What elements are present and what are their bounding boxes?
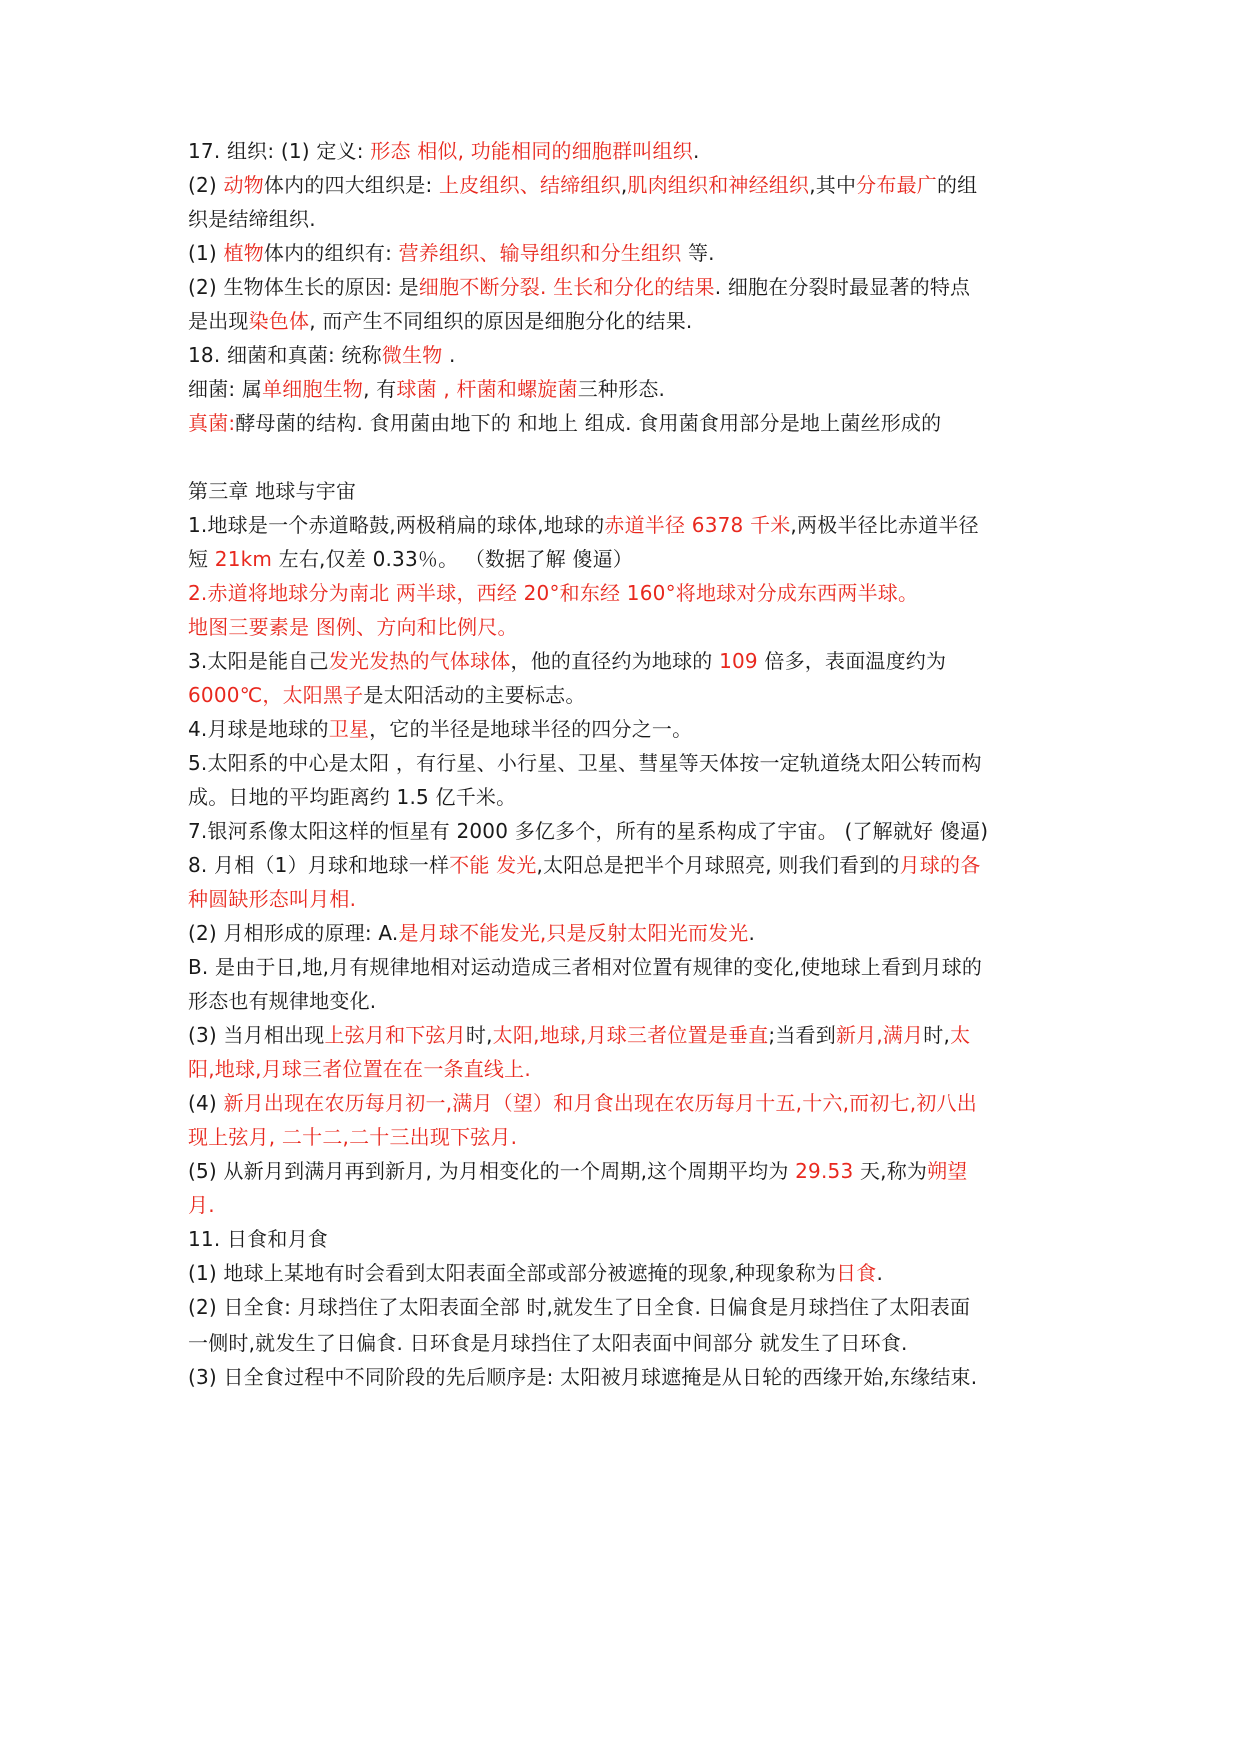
text-run: (2) 日全食: 月球挡住了太阳表面全部 时,就发生了日全食. 日偏食是月球挡住了太阳表面 xyxy=(188,1295,971,1319)
text-line xyxy=(188,614,518,640)
text-line xyxy=(188,1056,531,1082)
text-line xyxy=(188,886,356,912)
text-line xyxy=(188,1124,517,1150)
highlighted-text: 形态 相似, 功能相同的细胞群叫组织 xyxy=(370,139,693,163)
text-run: 17. 组织: (1) 定义: xyxy=(188,139,371,163)
text-line xyxy=(188,648,946,674)
text-line xyxy=(188,784,516,810)
highlighted-text: 阳,地球,月球三者位置在在一条直线上. xyxy=(188,1057,531,1081)
highlighted-text: 肌肉组织和神经组织 xyxy=(627,173,810,197)
text-run: 织是结缔组织. xyxy=(188,207,316,231)
text-run: ;当看到 xyxy=(768,1023,836,1047)
text-line xyxy=(188,240,715,266)
text-run: . xyxy=(748,921,756,945)
text-line xyxy=(188,1192,215,1218)
text-line xyxy=(188,376,665,402)
text-run: 是出现 xyxy=(188,309,249,333)
text-line xyxy=(188,410,941,436)
text-run: 倍多，表面温度约为 xyxy=(757,649,947,673)
highlighted-text: 地图三要素是 图例、方向和比例尺。 xyxy=(188,615,518,639)
text-run: 天,称为 xyxy=(853,1159,928,1183)
text-line xyxy=(188,954,982,980)
text-line xyxy=(188,682,586,708)
text-line xyxy=(188,308,693,334)
highlighted-text: 球菌 , 杆菌和螺旋菌 xyxy=(396,377,578,401)
highlighted-text: 109 xyxy=(719,649,758,673)
text-run: ，它的半径是地球半径的四分之一。 xyxy=(369,717,693,741)
text-line xyxy=(188,274,970,300)
text-line xyxy=(188,478,356,504)
text-line xyxy=(188,1330,908,1356)
highlighted-text: 种圆缺形态叫月相. xyxy=(188,887,357,911)
text-run: 形态也有规律地变化. xyxy=(188,989,377,1013)
highlighted-text: 2. xyxy=(188,581,208,605)
text-run: 时, xyxy=(923,1023,951,1047)
highlighted-text: 不能 发光 xyxy=(449,853,537,877)
text-run: 短 xyxy=(188,547,215,571)
highlighted-text: 上弦月和下弦月 xyxy=(324,1023,466,1047)
text-run: . 细胞在分裂时最显著的特点 xyxy=(714,275,971,299)
text-run: , 而产生不同组织的原因是细胞分化的结果. xyxy=(309,309,693,333)
text-run: 成。日地的平均距离约 1.5 亿千米。 xyxy=(188,785,517,809)
highlighted-text: 微生物 xyxy=(381,343,443,367)
text-run: 是太阳活动的主要标志。 xyxy=(363,683,586,707)
highlighted-text: ， xyxy=(262,683,283,707)
highlighted-text: 上皮组织、结缔组织 xyxy=(439,173,621,197)
text-line xyxy=(188,1090,977,1116)
highlighted-text: 21km xyxy=(214,547,273,571)
highlighted-text: 细胞不断分裂. 生长和分化的结果 xyxy=(418,275,715,299)
highlighted-text: 赤道半径 6378 千米 xyxy=(604,513,791,537)
text-run: 18. 细菌和真菌: 统称 xyxy=(188,343,382,367)
text-run: 的组 xyxy=(936,173,978,197)
text-run: (3) 当月相出现 xyxy=(188,1023,325,1047)
text-line xyxy=(188,920,755,946)
text-run: 8. 月相（1）月球和地球一样 xyxy=(188,853,450,877)
text-run: 11. 日食和月食 xyxy=(188,1227,328,1251)
text-line xyxy=(188,818,988,844)
text-line xyxy=(188,750,982,776)
highlighted-text: 分布最广 xyxy=(856,173,937,197)
highlighted-text: 真菌: xyxy=(188,411,236,435)
highlighted-text: 日食 xyxy=(836,1261,877,1285)
text-line xyxy=(188,342,456,368)
highlighted-text: 太 xyxy=(950,1023,971,1047)
highlighted-text: 卫星 xyxy=(328,717,370,741)
text-run: (3) 日全食过程中不同阶段的先后顺序是: 太阳被月球遮掩是从日轮的西缘开始,东缘结束. xyxy=(188,1365,978,1389)
text-run: ,两极半径比赤道半径 xyxy=(790,513,979,537)
text-run: (4) xyxy=(188,1091,224,1115)
text-line xyxy=(188,172,977,198)
text-run: (2) 月相形成的原理: A. xyxy=(188,921,399,945)
text-run: 第三章 地球与宇宙 xyxy=(188,479,357,503)
text-run: 体内的组织有: xyxy=(263,241,399,265)
text-line xyxy=(188,546,633,572)
highlighted-text: 月. xyxy=(188,1193,215,1217)
text-line xyxy=(188,1226,328,1252)
text-line xyxy=(188,1364,977,1390)
text-run: 1.地球是一个赤道略鼓,两极稍扁的球体,地球的 xyxy=(188,513,605,537)
highlighted-text: 发光发热的气体球体 xyxy=(328,649,511,673)
text-run: . xyxy=(876,1261,884,1285)
highlighted-text: 新月出现在农历每月初一,满月（望）和月食出现在农历每月十五,十六,而初七,初八出 xyxy=(223,1091,977,1115)
text-run: . xyxy=(692,139,700,163)
text-run: ,太阳总是把半个月球照亮, 则我们看到的 xyxy=(536,853,900,877)
text-line xyxy=(188,1260,883,1286)
highlighted-text: 29.53 xyxy=(795,1159,854,1183)
text-run: (2) 生物体生长的原因: 是 xyxy=(188,275,419,299)
highlighted-text: 现上弦月, 二十二,二十三出现下弦月. xyxy=(188,1125,518,1149)
text-run: 3.太阳是能自己 xyxy=(188,649,329,673)
highlighted-text: 太阳黑子 xyxy=(282,683,364,707)
text-line xyxy=(188,138,700,164)
highlighted-text: 6000℃ xyxy=(188,683,263,707)
highlighted-text: 新月,满月 xyxy=(835,1023,924,1047)
text-run: 7.银河系像太阳这样的恒星有 2000 多亿多个，所有的星系构成了宇宙。 (了解就好 傻逼) xyxy=(188,819,989,843)
text-run: 等. xyxy=(681,241,715,265)
text-line xyxy=(188,1294,970,1320)
highlighted-text: 是月球不能发光,只是反射太阳光而发光 xyxy=(398,921,749,945)
text-run: ,其中 xyxy=(809,173,857,197)
highlighted-text: 营养组织、输导组织和分生组织 xyxy=(398,241,682,265)
text-run: (5) 从新月到满月再到新月, 为月相变化的一个周期,这个周期平均为 xyxy=(188,1159,796,1183)
highlighted-text: 单细胞生物 xyxy=(262,377,364,401)
text-line xyxy=(188,512,979,538)
text-run: 三种形态. xyxy=(577,377,666,401)
text-run: 酵母菌的结构. 食用菌由地下的 和地上 组成. 食用菌食用部分是地上菌丝形成的 xyxy=(235,411,942,435)
text-run: 时, xyxy=(465,1023,493,1047)
text-line xyxy=(188,1022,970,1048)
highlighted-text: 染色体 xyxy=(248,309,310,333)
text-line xyxy=(188,580,918,606)
text-run: 5.太阳系的中心是太阳 ，有行星、小行星、卫星、彗星等天体按一定轨道绕太阳公转而构 xyxy=(188,751,982,775)
text-run: 4.月球是地球的 xyxy=(188,717,329,741)
text-run: ，他的直径约为地球的 xyxy=(510,649,720,673)
highlighted-text: 赤道将地球分为南北 两半球，西经 20°和东经 160°将地球对分成东西两半球。 xyxy=(207,581,919,605)
highlighted-text: 朔望 xyxy=(927,1159,968,1183)
text-run: . xyxy=(442,343,456,367)
text-line xyxy=(188,716,692,742)
highlighted-text: 植物 xyxy=(223,241,264,265)
text-line xyxy=(188,1158,968,1184)
text-run: , xyxy=(620,173,628,197)
text-run: 体内的四大组织是: xyxy=(263,173,440,197)
text-run: , 有 xyxy=(363,377,397,401)
text-run: 左右,仅差 0.33％。 （数据了解 傻逼） xyxy=(272,547,634,571)
highlighted-text: 月球的各 xyxy=(899,853,981,877)
highlighted-text: 太阳,地球,月球三者位置是垂直 xyxy=(492,1023,769,1047)
text-line xyxy=(188,852,980,878)
text-run: (1) xyxy=(188,241,224,265)
text-line xyxy=(188,988,376,1014)
text-run: B. 是由于日,地,月有规律地相对运动造成三者相对位置有规律的变化,使地球上看到月球的 xyxy=(188,955,983,979)
text-run: 细菌: 属 xyxy=(188,377,263,401)
text-run: (2) xyxy=(188,173,224,197)
text-run: (1) 地球上某地有时会看到太阳表面全部或部分被遮掩的现象,种现象称为 xyxy=(188,1261,837,1285)
text-line xyxy=(188,206,316,232)
highlighted-text: 动物 xyxy=(223,173,264,197)
text-run: 一侧时,就发生了日偏食. 日环食是月球挡住了太阳表面中间部分 就发生了日环食. xyxy=(188,1331,908,1355)
